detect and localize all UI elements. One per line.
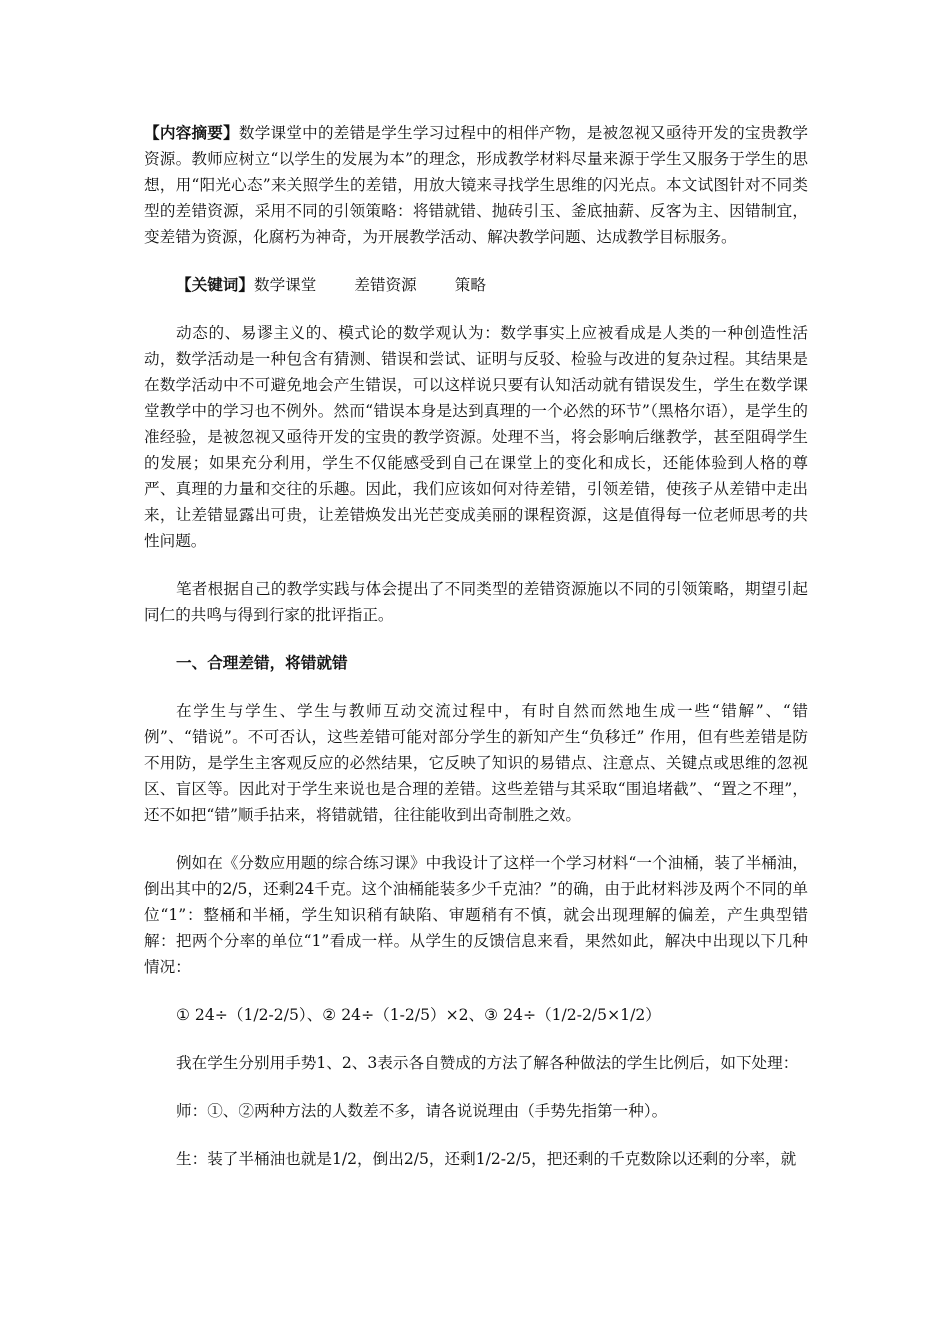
dialogue-student: 生：装了半桶油也就是1/2，倒出2/5，还剩1/2-2/5，把还剩的千克数除以还剩的分率，就 xyxy=(176,1150,797,1168)
document-page xyxy=(144,120,808,1194)
keyword-item: 差错资源 xyxy=(354,276,417,294)
body-paragraph: 在学生与学生、学生与教师互动交流过程中，有时自然而然地生成一些“错解”、“错例”、“错说”。不可否认，这些差错可能对部分学生的新知产生“负移迁” 作用，但有些差错是防不用防，是学生主客观反应的必然结果，它反映了知识的易错点、注意点、关键点或思维的忽视区、盲区等。因此对于学生来说也是合理的差错。这些差错与其采取“围追堵截”、“置之不理”，还不如把“错”顺手拈来，将错就错，往往能收到出奇制胜之效。 xyxy=(144,702,808,824)
dialogue-teacher: 师：①、②两种方法的人数差不多，请各说说理由（手势先指第一种）。 xyxy=(176,1102,668,1120)
abstract-label: 【内容摘要】 xyxy=(144,123,239,142)
body-paragraph: 动态的、易谬主义的、模式论的数学观认为：数学事实上应被看成是人类的一种创造性活动，数学活动是一种包含有猜测、错误和尝试、证明与反驳、检验与改进的复杂过程。其结果是在数学活动中不可避免地会产生错误，可以这样说只要有认知活动就有错误发生，学生在数学课堂教学中的学习也不例外。然而“错误本身是达到真理的一个必然的环节”（黑格尔语），是学生的准经验，是被忽视又亟待开发的宝贵的教学资源。处理不当，将会影响后继教学，甚至阻碍学生的发展；如果充分利用，学生不仅能感受到自己在课堂上的变化和成长，还能体验到人格的尊严、真理的力量和交往的乐趣。因此，我们应该如何对待差错，引领差错，使孩子从差错中走出来，让差错显露出可贵，让差错焕发出光芒变成美丽的课程资源，这是值得每一位老师思考的共性问题。 xyxy=(144,324,808,550)
section-heading: 一、合理差错，将错就错 xyxy=(176,654,348,672)
keywords-label: 【关键词】 xyxy=(176,275,254,294)
abstract-paragraph xyxy=(144,120,808,250)
abstract-text: 数学课堂中的差错是学生学习过程中的相伴产物，是被忽视又亟待开发的宝贵教学资源。教师应树立“以学生的发展为本”的理念，形成教学材料尽量来源于学生又服务于学生的思想，用“阳光心态”来关照学生的差错，用放大镜来寻找学生思维的闪光点。本文试图针对不同类型的差错资源，采用不同的引领策略：将错就错、抛砖引玉、釜底抽薪、反客为主、因错制宜，变差错为资源，化腐朽为神奇，为开展教学活动、解决教学问题、达成教学目标服务。 xyxy=(144,124,808,246)
formula-line: ① 24÷（1/2-2/5）、② 24÷（1-2/5）×2、③ 24÷（1/2-2/5×1/2） xyxy=(176,1006,661,1024)
keyword-item: 数学课堂 xyxy=(253,276,317,294)
keyword-item: 策略 xyxy=(454,276,486,294)
body-paragraph: 例如在《分数应用题的综合练习课》中我设计了这样一个学习材料“一个油桶，装了半桶油，倒出其中的2/5，还剩24千克。这个油桶能装多少千克油？”的确，由于此材料涉及两个不同的单位“1”：整桶和半桶，学生知识稍有缺陷、审题稍有不慎，就会出现理解的偏差，产生典型错解：把两个分率的单位“1”看成一样。从学生的反馈信息来看，果然如此，解决中出现以下几种情况： xyxy=(144,854,808,976)
keywords-line xyxy=(144,272,808,298)
body-paragraph: 笔者根据自己的教学实践与体会提出了不同类型的差错资源施以不同的引领策略，期望引起同仁的共鸣与得到行家的批评指正。 xyxy=(144,580,808,624)
body-paragraph: 我在学生分别用手势1、2、3表示各自赞成的方法了解各种做法的学生比例后，如下处理： xyxy=(176,1054,799,1072)
